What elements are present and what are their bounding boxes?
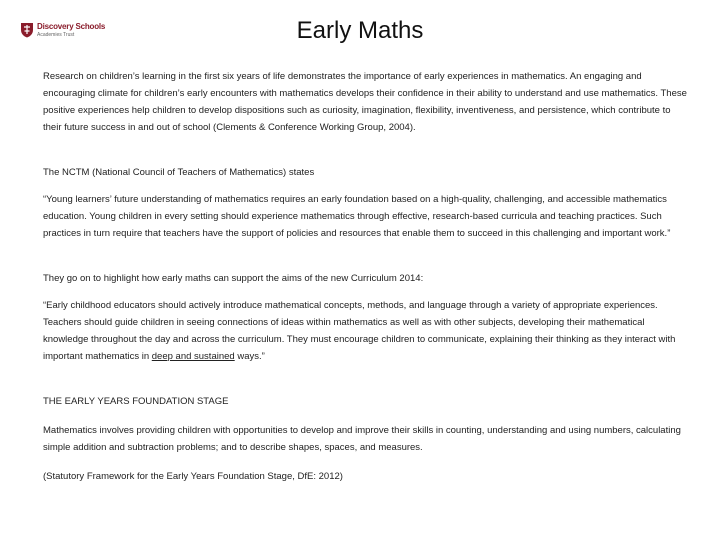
curriculum-paragraph: They go on to highlight how early maths can support the aims of the new Curriculum 2014: [43, 273, 424, 284]
citation: (Statutory Framework for the Early Years Foundation Stage, DfE: 2012) [43, 471, 343, 482]
logo-name: Discovery Schools [37, 21, 106, 31]
nctm-statement: The NCTM (National Council of Teachers of Mathematics) states [43, 167, 315, 178]
intro-paragraph: Research on children’s learning in the first six years of life demonstrates the importance of early experiences in mathematics. An engaging and encouraging climate for children’s early encounters with mathematics develops their confidence in their ability to understand and use mathematics. These positive experiences help children to develop dispositions such as curiosity, imagination, flexibility, inventiveness, and persistence, which contribute to their future success in and out of school (Clements & Conference Working Group, 2004). [43, 71, 687, 133]
educators-quote-end: ways.” [234, 351, 265, 362]
eyfs-heading: THE EARLY YEARS FOUNDATION STAGE [43, 396, 229, 407]
educators-quote [43, 297, 688, 365]
underlined-phrase: deep and sustained [151, 351, 235, 362]
logo-subtitle: Academies Trust [37, 31, 75, 38]
page-title: Early Maths [296, 17, 424, 44]
eyfs-paragraph: Mathematics involves providing children with opportunities to develop and improve their skills in counting, understanding and using numbers, calculating simple addition and subtraction problems; and to describe shapes, spaces, and measures. [43, 425, 681, 453]
document-body [43, 68, 688, 485]
educators-quote-start: “Early childhood educators should actively introduce mathematical concepts, methods, and language through a variety of appropriate experiences. Teachers should guide children in seeing connections of ideas within mathematics as well as with other subjects, developing their mathematical knowledge throughout the day and across the curriculum. They must encourage children to communicate, explaining their thinking as they interact with important mathematics in [43, 300, 676, 362]
nctm-quote: “Young learners’ future understanding of mathematics requires an early foundation based on a high-quality, challenging, and accessible mathematics education. Young children in every setting should experience mathematics through effective, research-based curricula and teaching practices. Such practices in turn require that teachers have the support of policies and resources that enable them to succeed in this challenging and important work.” [43, 194, 671, 239]
